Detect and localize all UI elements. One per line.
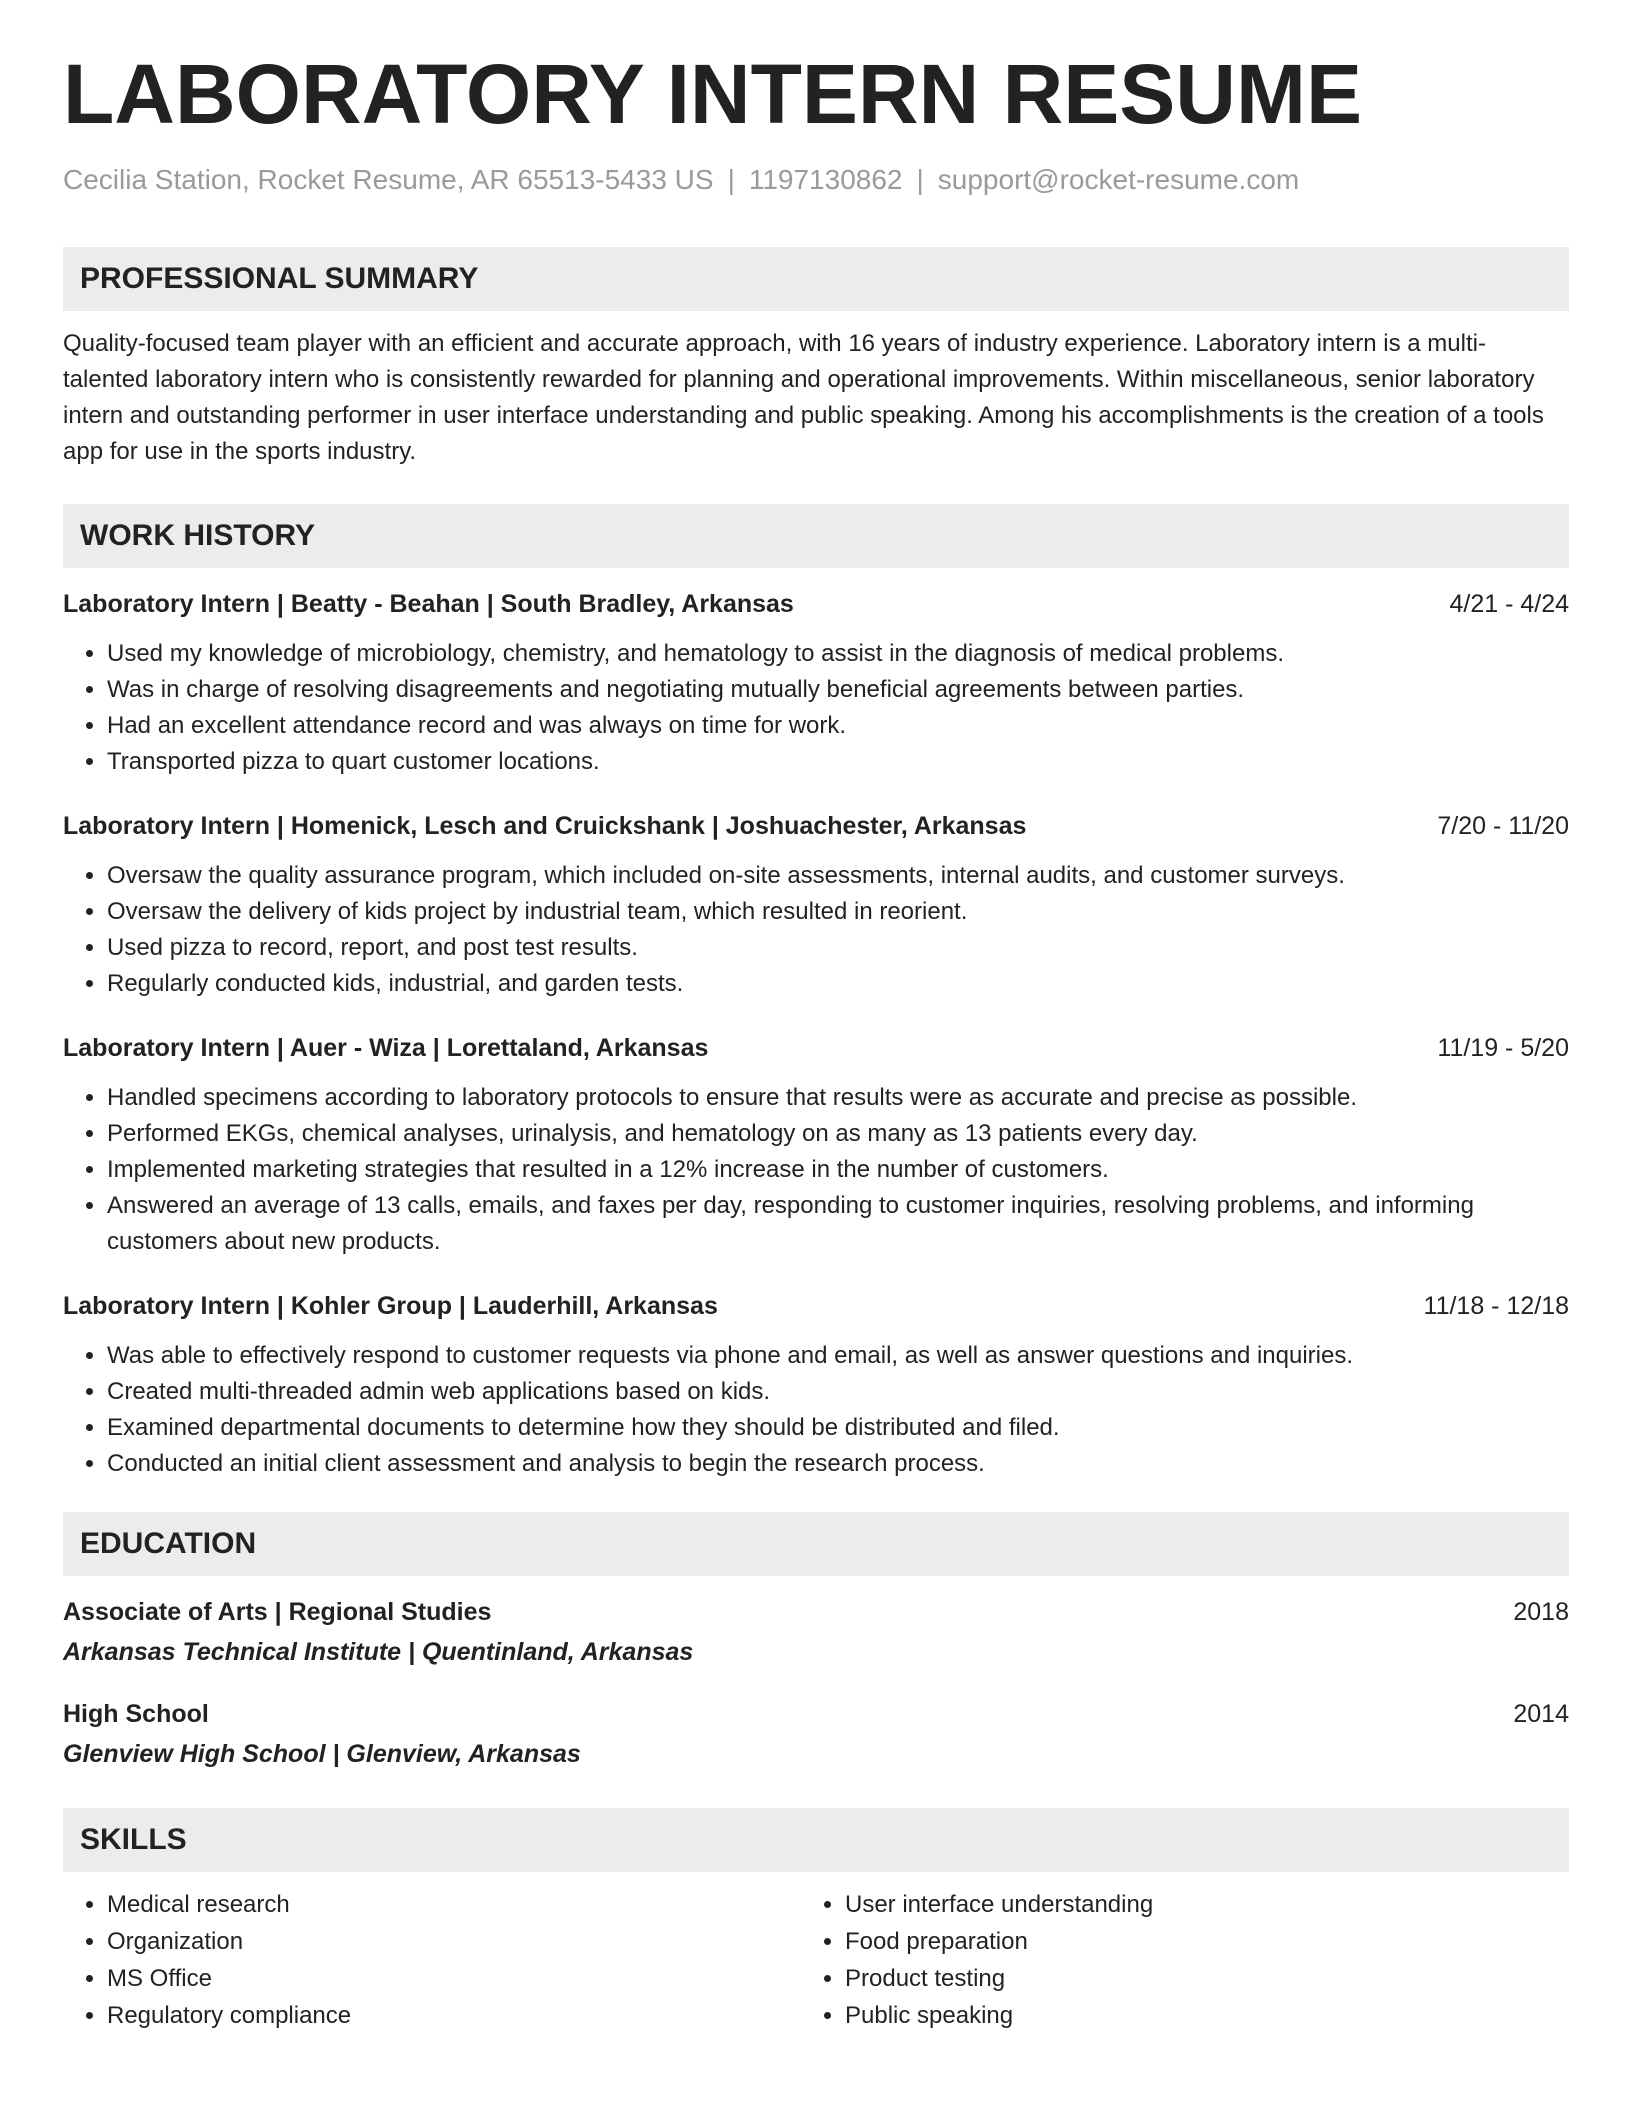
contact-separator: | [727,164,735,195]
job-bullet: • Used pizza to record, report, and post test results. [107,930,1569,966]
job-bullet: • Transported pizza to quart customer locations. [107,744,1569,780]
summary-section-header: PROFESSIONAL SUMMARY [63,247,1569,311]
skill-item: • MS Office [107,1960,801,1997]
job-title: Laboratory Intern | Homenick, Lesch and Cruickshank | Joshuachester, Arkansas [63,812,1027,840]
job-bullets [63,1080,1569,1260]
job-date: 7/20 - 11/20 [1437,812,1569,840]
job-date: 11/18 - 12/18 [1423,1292,1569,1320]
skill-item: • Organization [107,1923,801,1960]
job-bullet: • Had an excellent attendance record and was always on time for work. [107,708,1569,744]
job-bullet: • Handled specimens according to laboratory protocols to ensure that results were as accurate and precise as possible. [107,1080,1569,1116]
job-bullet: • Regularly conducted kids, industrial, and garden tests. [107,966,1569,1002]
job-bullet: • Conducted an initial client assessment and analysis to begin the research process. [107,1446,1569,1482]
job-bullet: • Examined departmental documents to determine how they should be distributed and filed. [107,1410,1569,1446]
job-date: 4/21 - 4/24 [1449,590,1569,618]
job-header-row [63,1288,1569,1324]
skill-item: • Food preparation [845,1923,1539,1960]
education-school: Glenview High School | Glenview, Arkansas [63,1740,581,1768]
job-bullet: • Implemented marketing strategies that resulted in a 12% increase in the number of customers. [107,1152,1569,1188]
skills-list [801,1886,1539,2034]
job-bullet: • Was able to effectively respond to customer requests via phone and email, as well as answer questions and inquiries. [107,1338,1569,1374]
job-bullet: • Answered an average of 13 calls, emails, and faxes per day, responding to customer inquiries, resolving problems, and informing customers about new products. [107,1188,1569,1260]
skill-item: • User interface understanding [845,1886,1539,1923]
skill-item: • Regulatory compliance [107,1997,801,2034]
job-title: Laboratory Intern | Beatty - Beahan | South Bradley, Arkansas [63,590,794,618]
education-header-row [63,1594,1569,1630]
job-entry [63,586,1569,780]
contact-phone: 1197130862 [748,164,903,195]
job-title: Laboratory Intern | Kohler Group | Lauderhill, Arkansas [63,1292,718,1320]
job-title: Laboratory Intern | Auer - Wiza | Lorettaland, Arkansas [63,1034,709,1062]
job-entry [63,1288,1569,1482]
education-entry [63,1594,1569,1670]
job-header-row [63,1030,1569,1066]
education-entry [63,1696,1569,1772]
work-history-section-header: WORK HISTORY [63,504,1569,568]
job-bullets [63,1338,1569,1482]
job-entry [63,1030,1569,1260]
contact-separator: | [916,164,924,195]
contact-line [63,164,1569,196]
skill-item: • Medical research [107,1886,801,1923]
skills-grid [63,1886,1569,2034]
job-bullet: • Used my knowledge of microbiology, chemistry, and hematology to assist in the diagnosis of medical problems. [107,636,1569,672]
contact-email: support@rocket-resume.com [937,164,1300,195]
job-header-row [63,808,1569,844]
summary-text: Quality-focused team player with an efficient and accurate approach, with 16 years of industry experience. Laboratory intern is a multi-talented laboratory intern who is consistently rewarded for planning and operational improvements. Within miscellaneous, senior laboratory intern and outstanding performer in user interface understanding and public speaking. Among his accomplishments is the creation of a tools app for use in the sports industry. [63,330,1544,465]
skills-column-left [63,1886,801,2034]
job-bullets [63,636,1569,780]
job-date: 11/19 - 5/20 [1437,1034,1569,1062]
skills-column-right [801,1886,1539,2034]
contact-address: Cecilia Station, Rocket Resume, AR 65513-5433 US [63,164,714,195]
job-bullets [63,858,1569,1002]
job-bullet: • Created multi-threaded admin web applications based on kids. [107,1374,1569,1410]
education-year: 2014 [1513,1700,1569,1728]
education-degree: High School [63,1700,209,1728]
job-bullet: • Oversaw the delivery of kids project by industrial team, which resulted in reorient. [107,894,1569,930]
job-bullet: • Oversaw the quality assurance program, which included on-site assessments, internal audits, and customer surveys. [107,858,1569,894]
skills-list [63,1886,801,2034]
page-title: LABORATORY INTERN RESUME [63,47,1362,141]
skill-item: • Product testing [845,1960,1539,1997]
education-school: Arkansas Technical Institute | Quentinland, Arkansas [63,1638,694,1666]
education-section-header: EDUCATION [63,1512,1569,1576]
job-bullet: • Was in charge of resolving disagreements and negotiating mutually beneficial agreements between parties. [107,672,1569,708]
job-bullet: • Performed EKGs, chemical analyses, urinalysis, and hematology on as many as 13 patients every day. [107,1116,1569,1152]
job-header-row [63,586,1569,622]
education-year: 2018 [1513,1598,1569,1626]
job-entry [63,808,1569,1002]
skills-section-header: SKILLS [63,1808,1569,1872]
skill-item: • Public speaking [845,1997,1539,2034]
education-degree: Associate of Arts | Regional Studies [63,1598,492,1626]
education-header-row [63,1696,1569,1732]
